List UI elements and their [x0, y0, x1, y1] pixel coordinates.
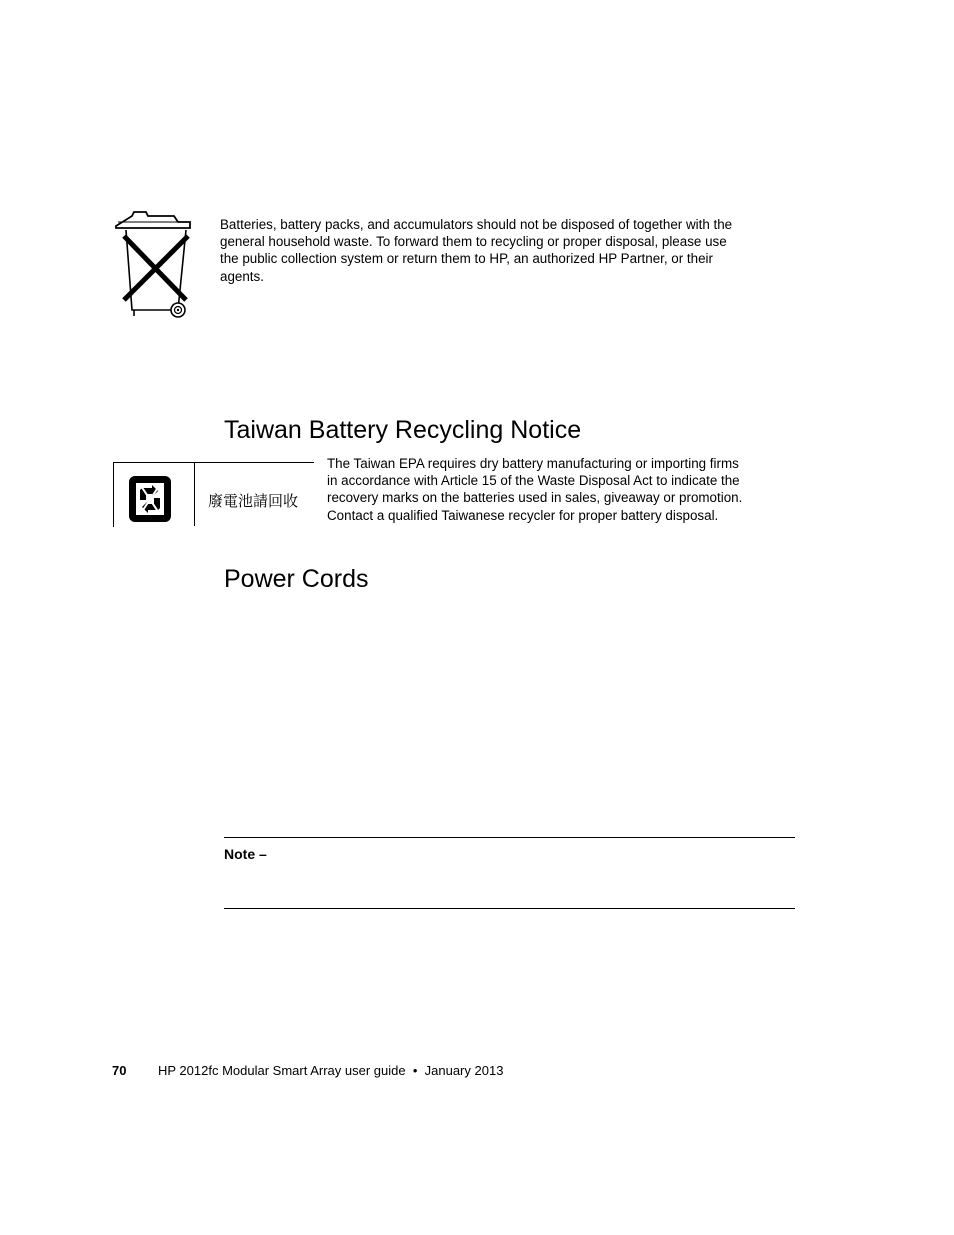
crossed-out-wheelie-bin-icon: [112, 210, 196, 322]
footer-separator: •: [412, 1063, 418, 1078]
note-top-rule: [224, 837, 795, 838]
footer-doc-title: HP 2012fc Modular Smart Array user guide: [158, 1063, 406, 1078]
taiwan-recycling-mark: [113, 462, 315, 528]
taiwan-mark-label: 廢電池請回收: [208, 492, 299, 510]
taiwan-notice-text: The Taiwan EPA requires dry battery manufacturing or importing firms in accordance with Article 15 of the Waste Disposal Act to indicate the recovery marks on the batteries used in sales, giveaway or promotion. Contact a qualified Taiwanese recycler for proper battery disposal.: [327, 456, 743, 523]
taiwan-recycling-mark-icon: [127, 474, 173, 524]
power-cords-heading: Power Cords: [224, 565, 369, 593]
page-footer: [112, 1063, 503, 1079]
page-number: 70: [112, 1063, 127, 1078]
note-bottom-rule: [224, 908, 795, 909]
battery-disposal-text: Batteries, battery packs, and accumulators should not be disposed of together with the general household waste. To forward them to recycling or proper disposal, please use the public collection system or return them to HP, an authorized HP Partner, or their agents.: [220, 217, 733, 284]
note-label: Note –: [224, 846, 267, 862]
footer-date: January 2013: [424, 1063, 504, 1078]
taiwan-battery-recycling-heading: Taiwan Battery Recycling Notice: [224, 416, 582, 444]
